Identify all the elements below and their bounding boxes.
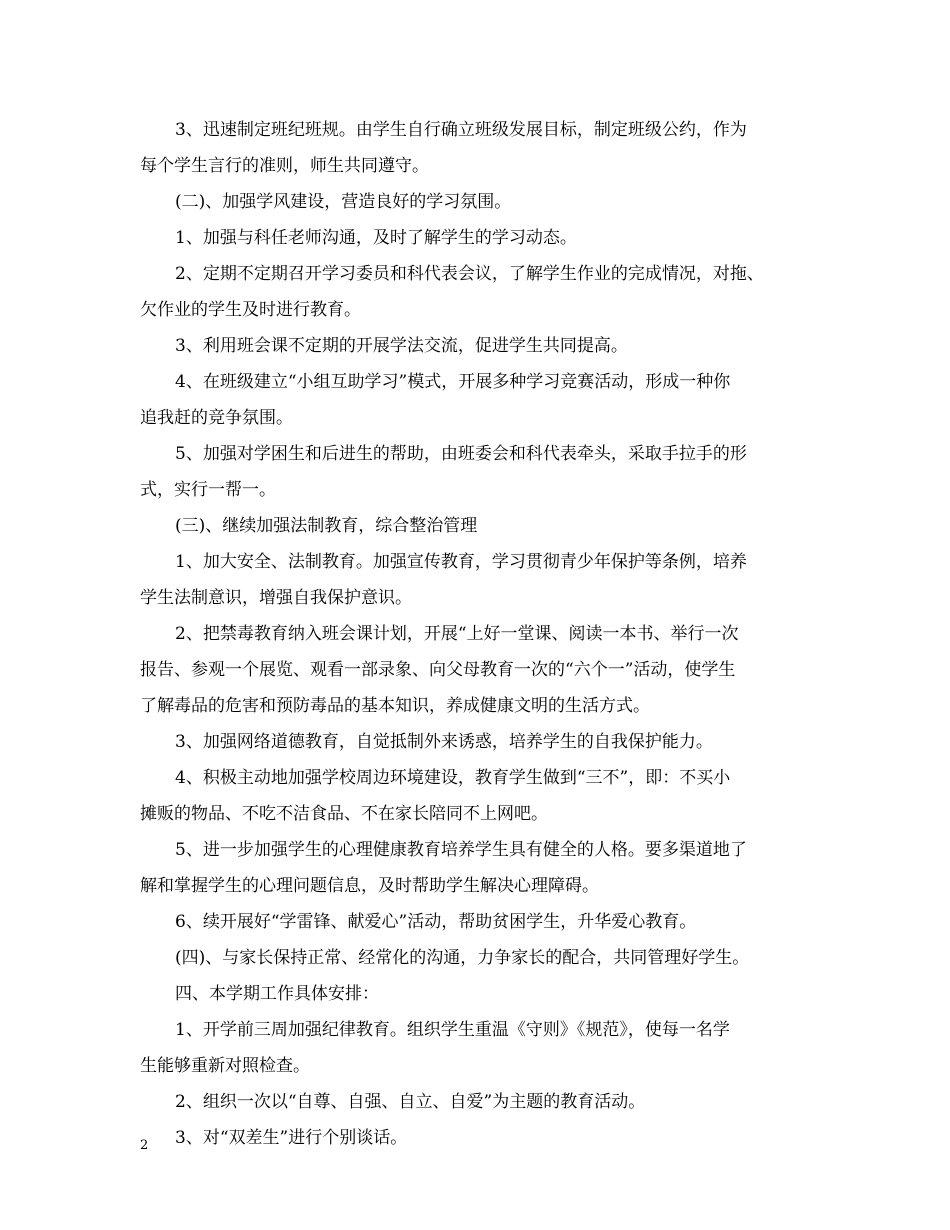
paragraph-line: 1、加大安全、法制教育。加强宣传教育，学习贯彻青少年保护等条例，培养 xyxy=(175,552,747,572)
paragraph-line: 学生法制意识，增强自我保护意识。 xyxy=(140,588,412,608)
page-number: 2 xyxy=(140,1138,149,1153)
paragraph-line: 2、定期不定期召开学习委员和科代表会议，了解学生作业的完成情况，对拖、 xyxy=(175,264,764,284)
section-heading: 四、本学期工作具体安排： xyxy=(175,984,379,1004)
paragraph-line: 3、加强网络道德教育，自觉抵制外来诱惑，培养学生的自我保护能力。 xyxy=(175,732,713,752)
paragraph-line: 式，实行一帮一。 xyxy=(140,480,276,500)
section-heading: (四)、与家长保持正常、经常化的沟通，力争家长的配合，共同管理好学生。 xyxy=(175,948,750,968)
paragraph-line: 追我赶的竞争氛围。 xyxy=(140,408,293,428)
paragraph-line: 摊贩的物品、不吃不洁食品、不在家长陪同不上网吧。 xyxy=(140,804,548,824)
section-heading: (三)、继续加强法制教育，综合整治管理 xyxy=(175,516,478,536)
paragraph-line: 2、组织一次以“自尊、自强、自立、自爱”为主题的教育活动。 xyxy=(175,1092,646,1112)
paragraph-line: 报告、参观一个展览、观看一部录象、向父母教育一次的“六个一”活动，使学生 xyxy=(140,660,736,680)
paragraph-line: 每个学生言行的准则，师生共同遵守。 xyxy=(140,156,429,176)
paragraph-line: 6、续开展好“学雷锋、献爱心”活动，帮助贫困学生，升华爱心教育。 xyxy=(175,912,697,932)
paragraph-line: 欠作业的学生及时进行教育。 xyxy=(140,300,361,320)
paragraph-line: 1、开学前三周加强纪律教育。组织学生重温《守则》《规范》，使每一名学 xyxy=(175,1020,730,1040)
paragraph-line: 2、把禁毒教育纳入班会课计划，开展“上好一堂课、阅读一本书、举行一次 xyxy=(175,624,739,644)
paragraph-line: 5、加强对学困生和后进生的帮助，由班委会和科代表牵头，采取手拉手的形 xyxy=(175,444,747,464)
paragraph-line: 了解毒品的危害和预防毒品的基本知识，养成健康文明的生活方式。 xyxy=(140,696,650,716)
section-heading: (二)、加强学风建设，营造良好的学习氛围。 xyxy=(175,192,512,212)
paragraph-line: 1、加强与科任老师沟通，及时了解学生的学习动态。 xyxy=(175,228,577,248)
paragraph-line: 3、迅速制定班纪班规。由学生自行确立班级发展目标，制定班级公约，作为 xyxy=(175,120,747,140)
paragraph-line: 解和掌握学生的心理问题信息，及时帮助学生解决心理障碍。 xyxy=(140,876,599,896)
paragraph-line: 3、利用班会课不定期的开展学法交流，促进学生共同提高。 xyxy=(175,336,628,356)
paragraph-line: 生能够重新对照检查。 xyxy=(140,1056,310,1076)
paragraph-line: 3、对“双差生”进行个别谈话。 xyxy=(175,1128,408,1148)
paragraph-line: 4、积极主动地加强学校周边环境建设，教育学生做到“三不”，即：不买小 xyxy=(175,768,731,788)
paragraph-line: 4、在班级建立“小组互助学习”模式，开展多种学习竞赛活动，形成一种你 xyxy=(175,372,731,392)
paragraph-line: 5、进一步加强学生的心理健康教育培养学生具有健全的人格。要多渠道地了 xyxy=(175,840,747,860)
